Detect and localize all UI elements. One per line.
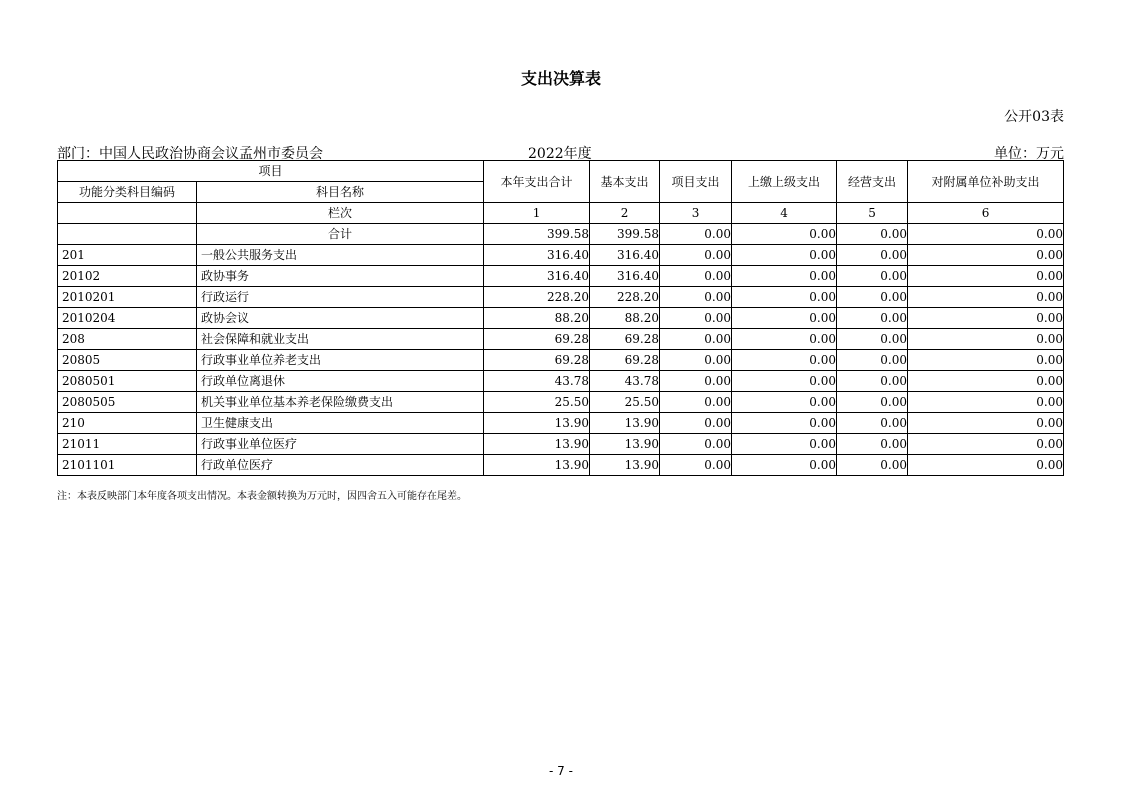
table-row — [58, 371, 1064, 392]
amount-cell: 0.00 — [908, 287, 1064, 308]
subject-code: 210 — [58, 413, 197, 434]
amount-cell: 43.78 — [484, 371, 590, 392]
amount-cell: 13.90 — [590, 455, 660, 476]
amount-cell: 0.00 — [908, 392, 1064, 413]
amount-cell: 0.00 — [660, 266, 732, 287]
amount-cell: 0.00 — [660, 455, 732, 476]
total-value: 0.00 — [732, 224, 837, 245]
amount-cell: 43.78 — [590, 371, 660, 392]
subject-name: 行政单位离退休 — [197, 371, 484, 392]
amount-cell: 0.00 — [660, 392, 732, 413]
subject-name: 行政单位医疗 — [197, 455, 484, 476]
header-col-3: 项目支出 — [660, 161, 732, 203]
amount-cell: 0.00 — [908, 308, 1064, 329]
amount-cell: 88.20 — [484, 308, 590, 329]
table-row — [58, 392, 1064, 413]
subject-code: 2080505 — [58, 392, 197, 413]
amount-cell: 0.00 — [732, 287, 837, 308]
table-row — [58, 308, 1064, 329]
total-value: 399.58 — [484, 224, 590, 245]
total-value: 0.00 — [660, 224, 732, 245]
header-code: 功能分类科目编码 — [58, 182, 197, 203]
header-col-6: 对附属单位补助支出 — [908, 161, 1064, 203]
amount-cell: 0.00 — [660, 245, 732, 266]
row-seq-label: 栏次 — [197, 203, 484, 224]
table-row — [58, 287, 1064, 308]
amount-cell: 13.90 — [590, 434, 660, 455]
table-row — [58, 434, 1064, 455]
amount-cell: 0.00 — [908, 245, 1064, 266]
amount-cell: 316.40 — [590, 245, 660, 266]
expenditure-table — [57, 160, 1064, 476]
table-row — [58, 266, 1064, 287]
column-number-row — [58, 203, 1064, 224]
subject-code: 2101101 — [58, 455, 197, 476]
amount-cell: 69.28 — [484, 329, 590, 350]
header-col-4: 上缴上级支出 — [732, 161, 837, 203]
amount-cell: 13.90 — [484, 413, 590, 434]
amount-cell: 0.00 — [837, 266, 908, 287]
amount-cell: 25.50 — [484, 392, 590, 413]
subject-name: 社会保障和就业支出 — [197, 329, 484, 350]
header-name: 科目名称 — [197, 182, 484, 203]
table-row — [58, 455, 1064, 476]
subject-name: 一般公共服务支出 — [197, 245, 484, 266]
header-col-2: 基本支出 — [590, 161, 660, 203]
total-row — [58, 224, 1064, 245]
col-number: 1 — [484, 203, 590, 224]
table-row — [58, 413, 1064, 434]
total-label: 合计 — [197, 224, 484, 245]
total-value: 0.00 — [908, 224, 1064, 245]
amount-cell: 0.00 — [837, 245, 908, 266]
fiscal-year: 2022年度 — [528, 146, 592, 162]
amount-cell: 316.40 — [484, 245, 590, 266]
unit-label: 单位：万元 — [994, 146, 1064, 162]
subject-name: 政协事务 — [197, 266, 484, 287]
subject-code: 2010204 — [58, 308, 197, 329]
amount-cell: 0.00 — [732, 371, 837, 392]
table-row — [58, 350, 1064, 371]
amount-cell: 0.00 — [837, 329, 908, 350]
amount-cell: 0.00 — [908, 413, 1064, 434]
blank-cell — [58, 224, 197, 245]
amount-cell: 0.00 — [837, 371, 908, 392]
amount-cell: 0.00 — [908, 329, 1064, 350]
amount-cell: 316.40 — [590, 266, 660, 287]
subject-code: 201 — [58, 245, 197, 266]
amount-cell: 69.28 — [484, 350, 590, 371]
subject-name: 政协会议 — [197, 308, 484, 329]
amount-cell: 0.00 — [660, 308, 732, 329]
subject-code: 208 — [58, 329, 197, 350]
amount-cell: 0.00 — [837, 287, 908, 308]
amount-cell: 228.20 — [590, 287, 660, 308]
subject-code: 20102 — [58, 266, 197, 287]
amount-cell: 0.00 — [732, 413, 837, 434]
page-number: - 7 - — [549, 764, 573, 778]
amount-cell: 0.00 — [660, 350, 732, 371]
page-title: 支出决算表 — [520, 69, 601, 88]
amount-cell: 0.00 — [732, 434, 837, 455]
header-row-1 — [58, 161, 1064, 182]
amount-cell: 0.00 — [732, 266, 837, 287]
amount-cell: 88.20 — [590, 308, 660, 329]
amount-cell: 69.28 — [590, 329, 660, 350]
amount-cell: 0.00 — [732, 329, 837, 350]
subject-name: 行政事业单位养老支出 — [197, 350, 484, 371]
header-col-1: 本年支出合计 — [484, 161, 590, 203]
col-number: 6 — [908, 203, 1064, 224]
amount-cell: 0.00 — [908, 350, 1064, 371]
footnote: 注：本表反映部门本年度各项支出情况。本表金额转换为万元时，因四舍五入可能存在尾差。 — [57, 491, 467, 502]
table-row — [58, 329, 1064, 350]
amount-cell: 316.40 — [484, 266, 590, 287]
subject-name: 行政事业单位医疗 — [197, 434, 484, 455]
amount-cell: 0.00 — [908, 434, 1064, 455]
amount-cell: 0.00 — [837, 392, 908, 413]
col-number: 3 — [660, 203, 732, 224]
subject-name: 卫生健康支出 — [197, 413, 484, 434]
total-value: 399.58 — [590, 224, 660, 245]
subject-name: 机关事业单位基本养老保险缴费支出 — [197, 392, 484, 413]
amount-cell: 0.00 — [837, 434, 908, 455]
subject-code: 20805 — [58, 350, 197, 371]
col-number: 4 — [732, 203, 837, 224]
col-number: 5 — [837, 203, 908, 224]
amount-cell: 25.50 — [590, 392, 660, 413]
subject-code: 21011 — [58, 434, 197, 455]
form-number: 公开03表 — [1004, 109, 1064, 125]
amount-cell: 0.00 — [837, 455, 908, 476]
amount-cell: 0.00 — [660, 287, 732, 308]
table-row — [58, 245, 1064, 266]
amount-cell: 0.00 — [837, 350, 908, 371]
amount-cell: 0.00 — [660, 329, 732, 350]
amount-cell: 228.20 — [484, 287, 590, 308]
amount-cell: 0.00 — [837, 413, 908, 434]
amount-cell: 0.00 — [908, 371, 1064, 392]
amount-cell: 0.00 — [908, 455, 1064, 476]
amount-cell: 13.90 — [484, 434, 590, 455]
amount-cell: 0.00 — [732, 245, 837, 266]
header-item: 项目 — [58, 161, 484, 182]
amount-cell: 0.00 — [732, 350, 837, 371]
col-number: 2 — [590, 203, 660, 224]
amount-cell: 0.00 — [732, 455, 837, 476]
subject-code: 2080501 — [58, 371, 197, 392]
amount-cell: 0.00 — [660, 434, 732, 455]
amount-cell: 13.90 — [590, 413, 660, 434]
department-label: 部门：中国人民政治协商会议孟州市委员会 — [57, 146, 323, 162]
amount-cell: 13.90 — [484, 455, 590, 476]
header-col-5: 经营支出 — [837, 161, 908, 203]
amount-cell: 0.00 — [660, 371, 732, 392]
total-value: 0.00 — [837, 224, 908, 245]
amount-cell: 0.00 — [732, 392, 837, 413]
amount-cell: 0.00 — [908, 266, 1064, 287]
amount-cell: 69.28 — [590, 350, 660, 371]
amount-cell: 0.00 — [732, 308, 837, 329]
subject-code: 2010201 — [58, 287, 197, 308]
subject-name: 行政运行 — [197, 287, 484, 308]
amount-cell: 0.00 — [660, 413, 732, 434]
amount-cell: 0.00 — [837, 308, 908, 329]
blank-cell — [58, 203, 197, 224]
